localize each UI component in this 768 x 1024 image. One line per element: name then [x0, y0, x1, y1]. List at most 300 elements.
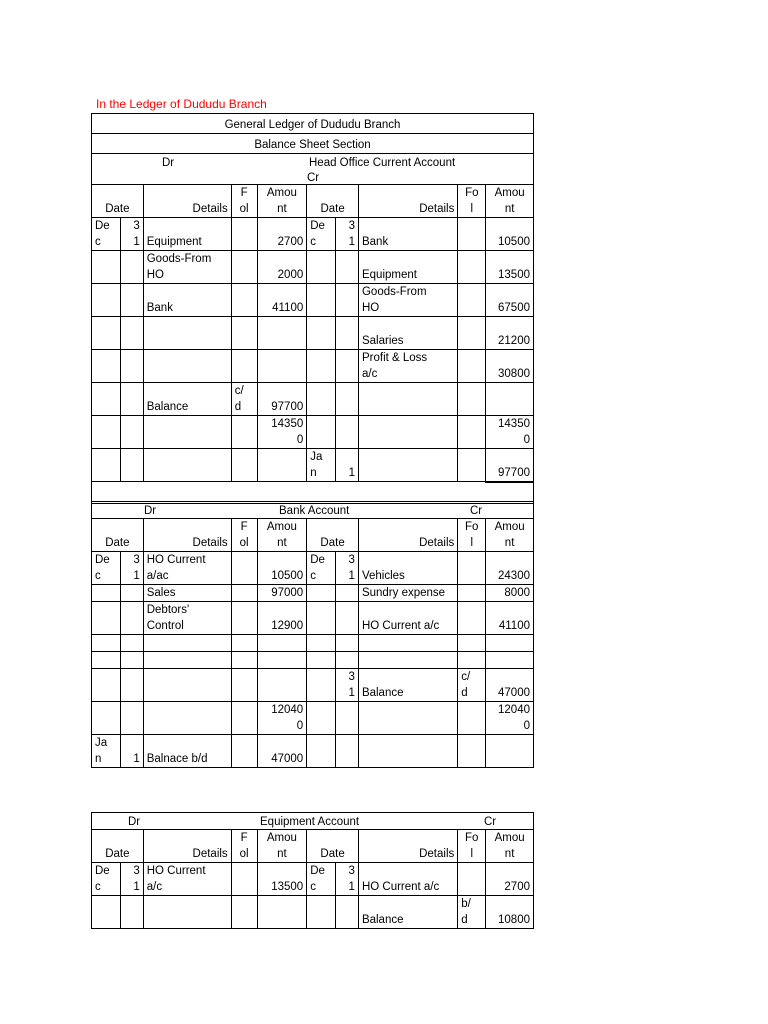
- debit-amount: [257, 635, 307, 652]
- cr-label: Cr: [484, 816, 497, 828]
- credit-amount-line: 24300: [498, 570, 530, 582]
- account-name: Equipment Account: [260, 816, 360, 828]
- credit-amount-line: 12040: [498, 704, 530, 716]
- date-day: [120, 652, 143, 669]
- folio-header-line: Fo: [465, 521, 479, 533]
- credit-folio: [458, 218, 486, 251]
- date-day: [336, 652, 359, 669]
- credit-amount: [486, 284, 534, 317]
- amount-header: [257, 830, 307, 863]
- credit-amount-line: 14350: [498, 418, 530, 430]
- debit-details: [143, 383, 231, 416]
- debit-folio: [231, 218, 257, 251]
- date-day: [336, 635, 359, 652]
- debit-amount-line: [261, 912, 304, 928]
- debit-folio: [231, 383, 257, 416]
- details-header-line: Details: [192, 203, 228, 215]
- details-header: [358, 519, 457, 552]
- credit-amount-line: 13500: [498, 269, 530, 281]
- date-header-line: Date: [105, 203, 130, 215]
- credit-details-line: Balance: [361, 914, 404, 926]
- credit-details: [358, 635, 457, 652]
- account-header: [92, 154, 534, 185]
- date-day-line: 1: [348, 881, 355, 893]
- date-day: [336, 585, 359, 602]
- credit-amount-line: 47000: [498, 687, 530, 699]
- date-month: [92, 735, 121, 768]
- date-header-line: Date: [320, 537, 345, 549]
- credit-amount-line: 97700: [498, 466, 530, 479]
- debit-amount-line: 14350: [271, 418, 304, 430]
- date-month: [92, 602, 121, 635]
- debit-amount: [257, 383, 307, 416]
- debit-details-line: a/ac: [146, 570, 169, 582]
- credit-details: [358, 863, 457, 896]
- date-day: [336, 896, 359, 929]
- table-row: [92, 652, 534, 669]
- credit-details: [358, 284, 457, 317]
- date-day: [336, 251, 359, 284]
- details-header: [143, 519, 231, 552]
- debit-folio: [231, 552, 257, 585]
- date-month: [92, 896, 121, 929]
- credit-details: [358, 652, 457, 669]
- folio-header-line: ol: [239, 203, 249, 215]
- debit-amount: [257, 552, 307, 585]
- date-header-line: Date: [320, 848, 345, 860]
- debit-details: [143, 669, 231, 702]
- date-month-line: n: [95, 753, 102, 765]
- credit-details-line: Sundry expense: [361, 587, 446, 599]
- date-month-line: De: [310, 554, 325, 566]
- debit-details: [143, 552, 231, 585]
- credit-amount-line: [489, 652, 530, 668]
- amount-header-line: Amou: [494, 187, 525, 199]
- details-header-line: Details: [419, 848, 455, 860]
- debit-amount: [257, 702, 307, 735]
- credit-amount: [486, 652, 534, 669]
- debit-amount-line: 0: [296, 720, 304, 732]
- date-month: [92, 317, 121, 350]
- date-day: [336, 416, 359, 449]
- credit-folio: [458, 896, 486, 929]
- credit-folio-line: d: [461, 914, 468, 926]
- bank-account-table: [91, 481, 534, 768]
- date-day-line: 1: [133, 570, 140, 582]
- credit-folio: [458, 284, 486, 317]
- debit-details: [143, 585, 231, 602]
- debit-amount-line: 0: [296, 434, 304, 446]
- table-row: [92, 669, 534, 702]
- table-row: [92, 251, 534, 284]
- date-day: [120, 383, 143, 416]
- spacer-row: [92, 482, 534, 502]
- credit-amount-line: 0: [523, 720, 530, 732]
- credit-amount: [486, 350, 534, 383]
- folio-header-line: F: [240, 187, 248, 199]
- debit-folio-line: d: [234, 401, 242, 413]
- date-month-line: c: [95, 881, 101, 893]
- folio-header-line: F: [240, 521, 248, 533]
- amount-header-line: nt: [277, 848, 287, 860]
- date-day: [336, 669, 359, 702]
- date-day-line: [124, 735, 140, 751]
- credit-amount: [486, 416, 534, 449]
- date-day-line: 1: [133, 881, 140, 893]
- debit-folio: [231, 416, 257, 449]
- debit-amount: [257, 735, 307, 768]
- debit-amount-line: 47000: [271, 753, 304, 765]
- amount-header-line: Amou: [266, 832, 297, 844]
- debit-amount-line: 10500: [271, 570, 304, 582]
- debit-amount: [257, 350, 307, 383]
- date-day: [120, 552, 143, 585]
- credit-amount: [486, 585, 534, 602]
- table-row: [92, 585, 534, 602]
- folio-header: [458, 185, 486, 218]
- details-header: [143, 830, 231, 863]
- date-day-line: [339, 449, 355, 465]
- debit-amount-line: [261, 652, 304, 668]
- credit-details: [358, 350, 457, 383]
- debit-amount: [257, 416, 307, 449]
- account-name: Bank Account: [279, 505, 350, 517]
- debit-amount-line: 97700: [271, 401, 304, 413]
- date-day: [120, 735, 143, 768]
- ledger-title: General Ledger of Dududu Branch: [92, 114, 534, 134]
- date-day-line: 1: [133, 753, 140, 765]
- debit-details: [143, 416, 231, 449]
- amount-header-line: Amou: [266, 187, 297, 199]
- dr-label: Dr: [162, 157, 175, 169]
- debit-amount: [257, 585, 307, 602]
- date-month: [92, 284, 121, 317]
- date-day-line: 1: [348, 236, 355, 248]
- details-header-line: Details: [419, 203, 455, 215]
- date-day-line: 3: [348, 865, 355, 877]
- date-month: [92, 416, 121, 449]
- date-header: [92, 519, 144, 552]
- debit-amount: [257, 669, 307, 702]
- date-day: [120, 669, 143, 702]
- credit-details-line: Salaries: [361, 335, 404, 347]
- folio-header-line: Fo: [465, 832, 479, 844]
- debit-details-line: HO: [146, 269, 164, 281]
- date-month: [307, 652, 336, 669]
- credit-folio: [458, 350, 486, 383]
- debit-folio: [231, 635, 257, 652]
- date-day: [120, 585, 143, 602]
- credit-details-line: a/c: [361, 368, 378, 380]
- credit-folio: [458, 735, 486, 768]
- details-header-line: Details: [192, 848, 228, 860]
- date-day-line: 3: [133, 220, 140, 232]
- date-day: [336, 863, 359, 896]
- date-day: [336, 449, 359, 482]
- credit-folio-line: b/: [461, 898, 471, 910]
- date-month: [307, 863, 336, 896]
- date-month: [307, 284, 336, 317]
- table-row: [92, 449, 534, 482]
- table-row: [92, 896, 534, 929]
- table-row: [92, 602, 534, 635]
- debit-amount: [257, 602, 307, 635]
- amount-header-line: Amou: [494, 832, 525, 844]
- credit-folio: [458, 251, 486, 284]
- folio-header: [231, 185, 257, 218]
- credit-details: [358, 416, 457, 449]
- document-heading: In the Ledger of Dududu Branch: [96, 97, 267, 111]
- date-month: [92, 383, 121, 416]
- credit-amount: [486, 735, 534, 768]
- credit-amount: [486, 602, 534, 635]
- date-month-line: c: [95, 236, 101, 248]
- folio-header-line: ol: [239, 537, 249, 549]
- credit-folio-line: c/: [461, 671, 471, 683]
- debit-details: [143, 317, 231, 350]
- credit-amount-line: 21200: [498, 335, 530, 347]
- credit-amount-line: [489, 635, 530, 651]
- cr-label: Cr: [307, 172, 320, 184]
- date-month: [92, 635, 121, 652]
- table-row: [92, 735, 534, 768]
- account-name: Head Office Current Account: [309, 157, 456, 169]
- debit-details: [143, 602, 231, 635]
- date-header: [307, 185, 359, 218]
- amount-header-line: nt: [277, 537, 287, 549]
- date-day: [336, 350, 359, 383]
- folio-header-line: l: [470, 203, 474, 215]
- debit-amount-line: [261, 333, 304, 349]
- date-month: [92, 449, 121, 482]
- date-day-line: 1: [133, 236, 140, 248]
- credit-details: [358, 585, 457, 602]
- credit-amount-line: 0: [523, 434, 530, 446]
- credit-details: [358, 702, 457, 735]
- credit-details-line: Equipment: [361, 269, 417, 281]
- date-day: [120, 702, 143, 735]
- date-day: [120, 635, 143, 652]
- credit-details: [358, 449, 457, 482]
- folio-header-line: l: [470, 537, 474, 549]
- debit-amount-line: 97000: [271, 587, 304, 599]
- credit-folio: [458, 317, 486, 350]
- date-month: [307, 317, 336, 350]
- credit-details-line: Profit & Loss: [361, 352, 428, 364]
- debit-details: [143, 735, 231, 768]
- debit-amount: [257, 317, 307, 350]
- credit-details: [358, 383, 457, 416]
- date-day: [336, 317, 359, 350]
- folio-header: [231, 519, 257, 552]
- date-month: [307, 585, 336, 602]
- debit-details-line: Bank: [146, 302, 173, 314]
- date-month: [307, 350, 336, 383]
- table-row: [92, 350, 534, 383]
- credit-details-line: Balance: [361, 687, 404, 699]
- debit-details: [143, 863, 231, 896]
- amount-header: [486, 185, 534, 218]
- credit-folio: [458, 863, 486, 896]
- credit-details: [358, 602, 457, 635]
- credit-amount: [486, 317, 534, 350]
- date-month-line: n: [310, 467, 317, 479]
- amount-header-line: nt: [504, 848, 515, 860]
- credit-amount-line: 10500: [498, 236, 530, 248]
- date-month: [92, 218, 121, 251]
- debit-details-line: Sales: [146, 587, 176, 599]
- debit-amount-line: 13500: [271, 881, 304, 893]
- date-month: [92, 669, 121, 702]
- table-row: [92, 317, 534, 350]
- credit-details-line: HO Current a/c: [361, 881, 440, 893]
- debit-folio: [231, 735, 257, 768]
- date-day-line: 1: [348, 687, 355, 699]
- date-month-line: De: [95, 220, 110, 232]
- table-row: [92, 635, 534, 652]
- credit-amount: [486, 218, 534, 251]
- credit-details-line: HO: [361, 302, 380, 314]
- amount-header: [486, 830, 534, 863]
- debit-amount: [257, 652, 307, 669]
- debit-amount: [257, 863, 307, 896]
- date-month-line: Ja: [310, 451, 323, 463]
- credit-amount: [486, 863, 534, 896]
- debit-folio: [231, 896, 257, 929]
- table-row: [92, 863, 534, 896]
- date-month: [307, 383, 336, 416]
- debit-details: [143, 251, 231, 284]
- credit-details: [358, 896, 457, 929]
- debit-details-line: Goods-From: [146, 253, 212, 265]
- debit-folio-line: c/: [234, 385, 244, 397]
- debit-amount-line: [261, 685, 304, 701]
- date-day: [120, 896, 143, 929]
- credit-amount: [486, 449, 534, 482]
- amount-header-line: nt: [504, 203, 515, 215]
- date-month-line: c: [95, 570, 101, 582]
- date-day: [336, 735, 359, 768]
- debit-details: [143, 896, 231, 929]
- amount-header-line: nt: [277, 203, 287, 215]
- debit-amount-line: 12900: [271, 620, 304, 632]
- date-day-line: 3: [133, 554, 140, 566]
- date-day: [336, 383, 359, 416]
- date-day: [120, 602, 143, 635]
- date-header: [92, 185, 144, 218]
- dr-label: Dr: [128, 816, 141, 828]
- table-row: [92, 416, 534, 449]
- folio-header: [458, 830, 486, 863]
- debit-details-line: Balance: [146, 401, 189, 413]
- date-month: [92, 251, 121, 284]
- debit-amount-line: [261, 366, 304, 382]
- credit-details: [358, 251, 457, 284]
- debit-folio: [231, 449, 257, 482]
- table-row: [92, 552, 534, 585]
- folio-header-line: l: [470, 848, 474, 860]
- credit-details: [358, 317, 457, 350]
- amount-header: [486, 519, 534, 552]
- debit-amount: [257, 449, 307, 482]
- table-row: [92, 383, 534, 416]
- date-month: [92, 702, 121, 735]
- debit-details: [143, 702, 231, 735]
- credit-amount-line: [489, 751, 530, 767]
- date-header: [92, 830, 144, 863]
- date-day: [120, 218, 143, 251]
- credit-folio: [458, 652, 486, 669]
- date-month-line: c: [310, 570, 316, 582]
- date-month: [307, 635, 336, 652]
- debit-folio: [231, 652, 257, 669]
- credit-amount-line: 41100: [498, 620, 530, 632]
- account-header: [92, 502, 534, 519]
- table-row: [92, 284, 534, 317]
- credit-amount-line: 67500: [498, 302, 530, 314]
- details-header: [358, 830, 457, 863]
- table-row: [92, 702, 534, 735]
- amount-header-line: Amou: [266, 521, 297, 533]
- details-header: [358, 185, 457, 218]
- credit-amount-line: 8000: [504, 587, 530, 599]
- date-month: [92, 863, 121, 896]
- debit-folio: [231, 863, 257, 896]
- date-day: [120, 284, 143, 317]
- date-month-line: De: [95, 865, 110, 877]
- credit-folio: [458, 416, 486, 449]
- date-day: [336, 702, 359, 735]
- date-month-line: Ja: [95, 737, 108, 749]
- date-day: [120, 449, 143, 482]
- debit-folio: [231, 602, 257, 635]
- cr-label: Cr: [470, 505, 483, 517]
- head-office-current-account-table: [91, 113, 534, 504]
- equipment-account-table: [91, 812, 534, 929]
- date-month: [307, 552, 336, 585]
- credit-folio: [458, 449, 486, 482]
- debit-amount: [257, 284, 307, 317]
- dr-label: Dr: [144, 505, 157, 517]
- folio-header: [458, 519, 486, 552]
- date-day: [120, 863, 143, 896]
- date-month: [307, 251, 336, 284]
- folio-header: [231, 830, 257, 863]
- credit-amount: [486, 552, 534, 585]
- debit-folio: [231, 702, 257, 735]
- debit-details-line: HO Current: [146, 554, 206, 566]
- credit-amount-line: 30800: [498, 368, 530, 380]
- debit-amount-line: 2700: [277, 236, 304, 248]
- credit-amount-line: 2700: [504, 881, 530, 893]
- date-header-line: Date: [320, 203, 345, 215]
- date-day: [120, 350, 143, 383]
- date-day: [336, 218, 359, 251]
- date-month: [307, 449, 336, 482]
- table-row: [92, 218, 534, 251]
- debit-details: [143, 635, 231, 652]
- debit-amount-line: 41100: [272, 302, 304, 314]
- debit-folio: [231, 585, 257, 602]
- date-day-line: 3: [348, 220, 355, 232]
- amount-header: [257, 185, 307, 218]
- date-month: [307, 218, 336, 251]
- credit-folio: [458, 552, 486, 585]
- debit-folio: [231, 350, 257, 383]
- credit-details-line: Bank: [361, 236, 389, 248]
- date-month: [92, 652, 121, 669]
- debit-details: [143, 284, 231, 317]
